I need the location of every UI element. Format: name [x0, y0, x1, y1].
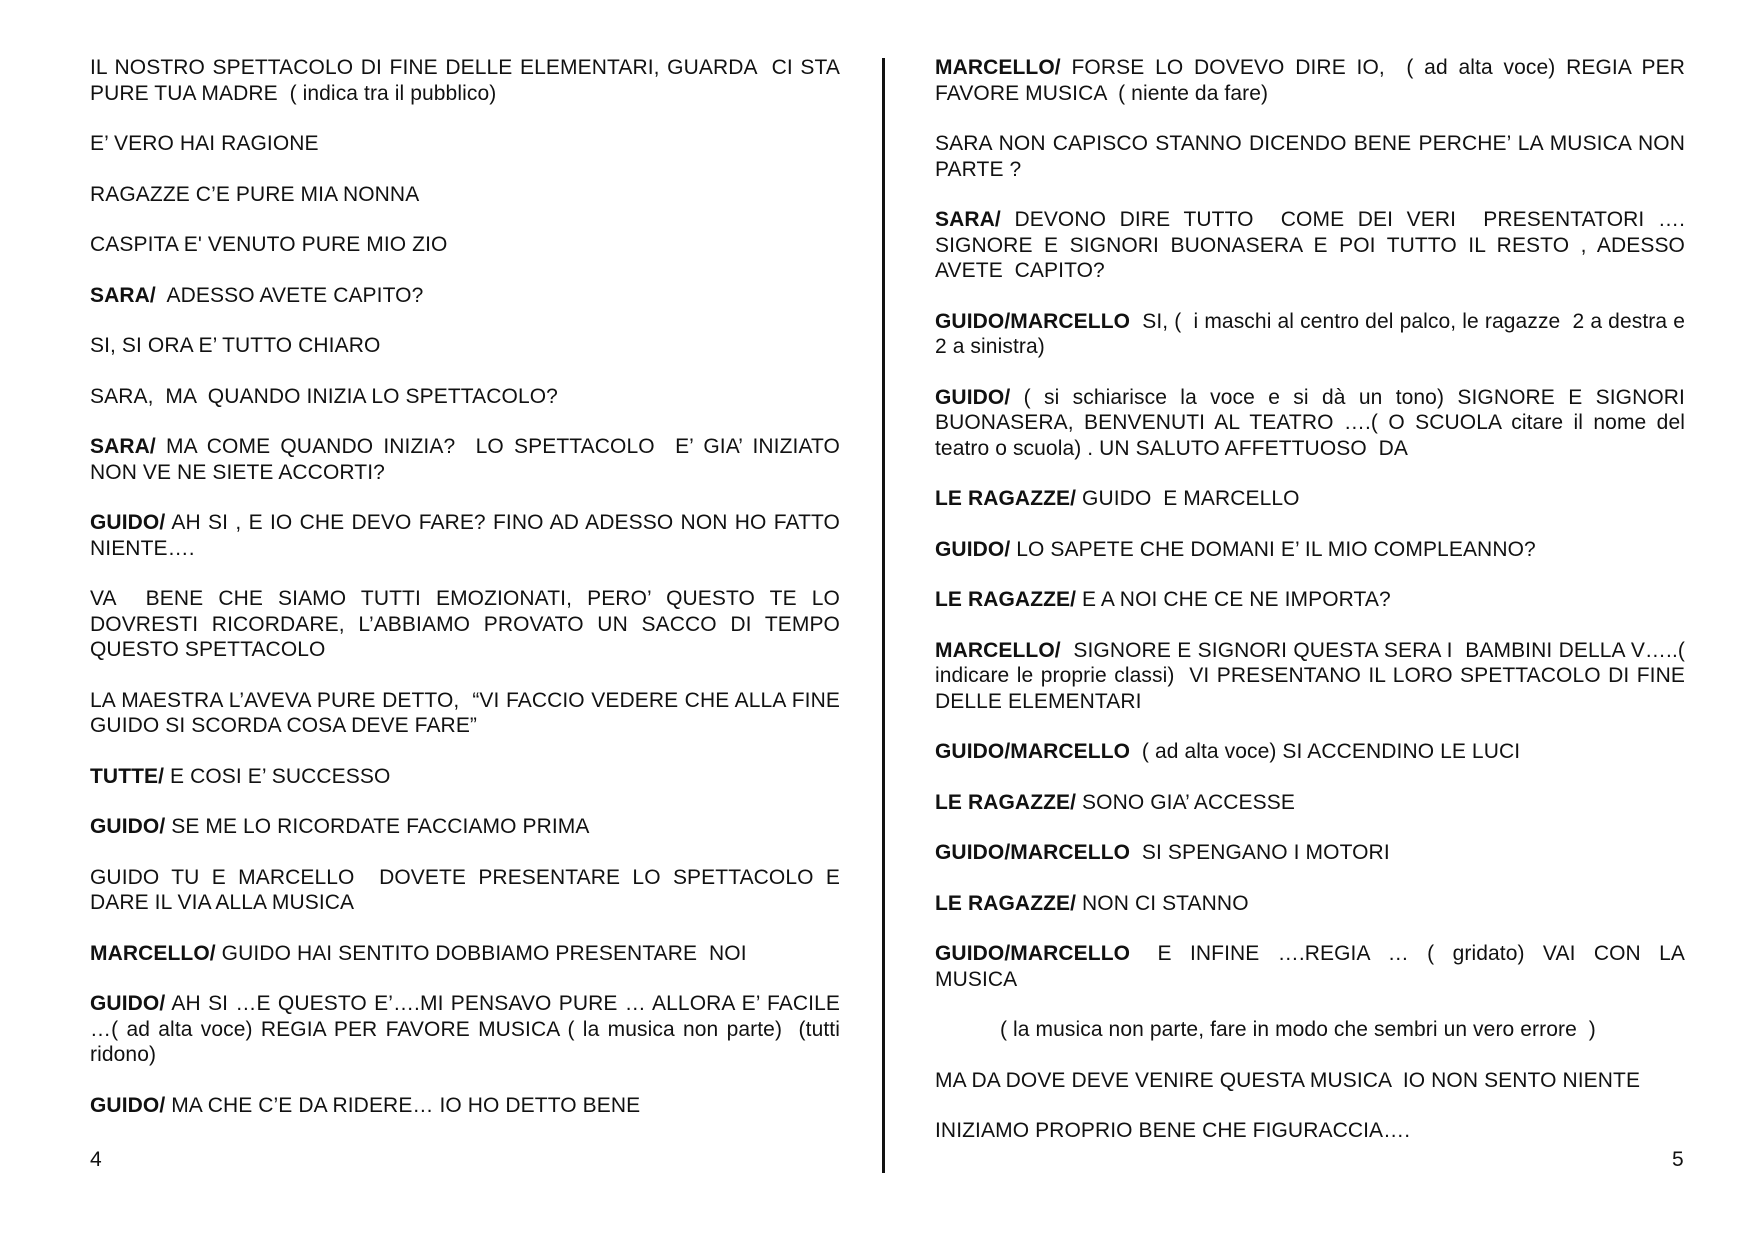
speaker-name: GUIDO/	[90, 1093, 166, 1117]
script-paragraph	[90, 586, 846, 663]
dialogue-text: SARA NON CAPISCO STANNO DICENDO BENE PERCHE’ LA MUSICA NON PARTE ?	[935, 132, 1691, 181]
script-paragraph	[935, 1068, 1685, 1094]
speaker-name: LE RAGAZZE/	[935, 487, 1077, 510]
speaker-name: GUIDO/MARCELLO	[935, 309, 1131, 333]
dialogue-text: SI, ( i maschi al centro del palco, le ragazze 2 a destra e 2 a sinistra)	[935, 309, 1691, 358]
script-paragraph	[935, 840, 1685, 866]
dialogue-text: E INFINE ….REGIA … ( gridato) VAI CON LA MUSICA	[935, 942, 1691, 991]
dialogue-text: LO SAPETE CHE DOMANI E’ IL MIO COMPLEANNO?	[1010, 537, 1536, 561]
dialogue-text: DEVONO DIRE TUTTO COME DEI VERI PRESENTATORI …. SIGNORE E SIGNORI BUONASERA E POI TUTTO IL RESTO , ADESSO AVETE CAPITO?	[935, 208, 1691, 282]
script-paragraph	[935, 891, 1685, 917]
dialogue-text: GUIDO E MARCELLO	[1076, 487, 1300, 510]
dialogue-text: ( la musica non parte, fare in modo che sembri un vero errore )	[1000, 1018, 1596, 1041]
dialogue-text: E’ VERO HAI RAGIONE	[90, 132, 319, 155]
speaker-name: SARA/	[90, 283, 156, 307]
script-paragraph	[935, 385, 1691, 462]
speaker-name: MARCELLO/	[90, 941, 216, 965]
script-paragraph	[90, 991, 852, 1068]
speaker-name: GUIDO/	[90, 992, 166, 1015]
script-paragraph	[90, 232, 840, 258]
script-paragraph	[90, 283, 840, 309]
script-paragraph	[935, 1017, 1685, 1043]
speaker-name: GUIDO/	[935, 385, 1011, 409]
dialogue-text: CASPITA E' VENUTO PURE MIO ZIO	[90, 233, 448, 256]
dialogue-text: SI SPENGANO I MOTORI	[1130, 841, 1390, 864]
dialogue-text: E COSI E’ SUCCESSO	[164, 764, 391, 788]
script-paragraph	[90, 941, 840, 967]
script-paragraph	[90, 764, 840, 790]
dialogue-text: SARA, MA QUANDO INIZIA LO SPETTACOLO?	[90, 384, 558, 408]
dialogue-text: ( ad alta voce) SI ACCENDINO LE LUCI	[1130, 740, 1521, 763]
script-paragraph	[90, 182, 840, 208]
script-paragraph	[935, 941, 1691, 992]
speaker-name: GUIDO/	[90, 511, 166, 534]
script-paragraph	[935, 739, 1685, 765]
speaker-name: GUIDO/MARCELLO	[935, 841, 1131, 864]
script-paragraph	[90, 814, 840, 840]
dialogue-text: MA COME QUANDO INIZIA? LO SPETTACOLO E’ GIA’ INIZIATO NON VE NE SIETE ACCORTI?	[90, 435, 846, 484]
script-paragraph	[90, 384, 840, 410]
script-paragraph	[90, 510, 846, 561]
speaker-name: LE RAGAZZE/	[935, 588, 1077, 611]
dialogue-text: SIGNORE E SIGNORI QUESTA SERA I BAMBINI DELLA V…..( indicare le proprie classi) VI PRESENTANO IL LORO SPETTACOLO DI FINE DELLE ELEMENTARI	[935, 638, 1691, 713]
dialogue-text: NON CI STANNO	[1076, 891, 1249, 915]
dialogue-text: INIZIAMO PROPRIO BENE CHE FIGURACCIA….	[935, 1119, 1411, 1142]
script-paragraph	[935, 638, 1691, 715]
page-divider	[882, 58, 885, 1173]
script-paragraph	[90, 131, 840, 157]
speaker-name: MARCELLO/	[935, 56, 1061, 79]
dialogue-text: VA BENE CHE SIAMO TUTTI EMOZIONATI, PERO’ QUESTO TE LO DOVRESTI RICORDARE, L’ABBIAMO PROVATO UN SACCO DI TEMPO QUESTO SPETTACOLO	[90, 587, 846, 661]
script-paragraph	[935, 1118, 1685, 1144]
script-paragraph	[90, 55, 846, 106]
script-paragraph	[935, 55, 1691, 106]
script-paragraph	[935, 537, 1685, 563]
dialogue-text: IL NOSTRO SPETTACOLO DI FINE DELLE ELEMENTARI, GUARDA CI STA PURE TUA MADRE ( indica tra il pubblico)	[90, 56, 846, 105]
speaker-name: TUTTE/	[90, 764, 165, 788]
script-paragraph	[90, 1093, 840, 1119]
script-paragraph	[935, 587, 1685, 613]
script-paragraph	[935, 486, 1685, 512]
dialogue-text: AH SI , E IO CHE DEVO FARE? FINO AD ADESSO NON HO FATTO NIENTE….	[90, 511, 846, 560]
page-number-left: 4	[90, 1148, 102, 1171]
left-page	[90, 55, 852, 1143]
dialogue-text: GUIDO HAI SENTITO DOBBIAMO PRESENTARE NOI	[215, 941, 747, 965]
dialogue-text: ADESSO AVETE CAPITO?	[155, 283, 424, 307]
dialogue-text: SE ME LO RICORDATE FACCIAMO PRIMA	[165, 815, 590, 838]
dialogue-text: E A NOI CHE CE NE IMPORTA?	[1076, 588, 1391, 611]
script-paragraph	[90, 688, 846, 739]
script-paragraph	[935, 131, 1691, 182]
script-paragraph	[90, 865, 846, 916]
right-page	[935, 55, 1691, 1169]
speaker-name: GUIDO/	[935, 537, 1011, 561]
dialogue-text: ( si schiarisce la voce e si dà un tono) SIGNORE E SIGNORI BUONASERA, BENVENUTI AL TEATRO ….( O SCUOLA citare il nome del teatro o scuola) . UN SALUTO AFFETTUOSO DA	[935, 385, 1691, 460]
dialogue-text: RAGAZZE C’E PURE MIA NONNA	[90, 182, 420, 206]
script-paragraph	[90, 434, 846, 485]
dialogue-text: MA CHE C’E DA RIDERE… IO HO DETTO BENE	[165, 1093, 641, 1117]
speaker-name: SARA/	[935, 208, 1001, 231]
dialogue-text: MA DA DOVE DEVE VENIRE QUESTA MUSICA IO NON SENTO NIENTE	[935, 1068, 1641, 1092]
dialogue-text: SONO GIA’ ACCESSE	[1076, 790, 1295, 814]
script-paragraph	[90, 333, 840, 359]
speaker-name: GUIDO/MARCELLO	[935, 942, 1131, 965]
speaker-name: GUIDO/	[90, 815, 166, 838]
script-paragraph	[935, 790, 1685, 816]
dialogue-text: FORSE LO DOVEVO DIRE IO, ( ad alta voce) REGIA PER FAVORE MUSICA ( niente da fare)	[935, 56, 1691, 105]
speaker-name: LE RAGAZZE/	[935, 790, 1077, 814]
page-number-right: 5	[1672, 1148, 1684, 1171]
dialogue-text: AH SI …E QUESTO E’….MI PENSAVO PURE … ALLORA E’ FACILE …( ad alta voce) REGIA PER FAVORE MUSICA ( la musica non parte) (tutti ridono)	[90, 992, 852, 1066]
script-paragraph	[935, 309, 1691, 360]
dialogue-text: GUIDO TU E MARCELLO DOVETE PRESENTARE LO SPETTACOLO E DARE IL VIA ALLA MUSICA	[90, 865, 846, 914]
speaker-name: SARA/	[90, 435, 156, 458]
dialogue-text: LA MAESTRA L’AVEVA PURE DETTO, “VI FACCIO VEDERE CHE ALLA FINE GUIDO SI SCORDA COSA DEVE FARE”	[90, 688, 846, 737]
dialogue-text: SI, SI ORA E’ TUTTO CHIARO	[90, 334, 381, 357]
speaker-name: GUIDO/MARCELLO	[935, 740, 1131, 763]
speaker-name: MARCELLO/	[935, 638, 1061, 662]
speaker-name: LE RAGAZZE/	[935, 891, 1077, 915]
script-paragraph	[935, 207, 1691, 284]
